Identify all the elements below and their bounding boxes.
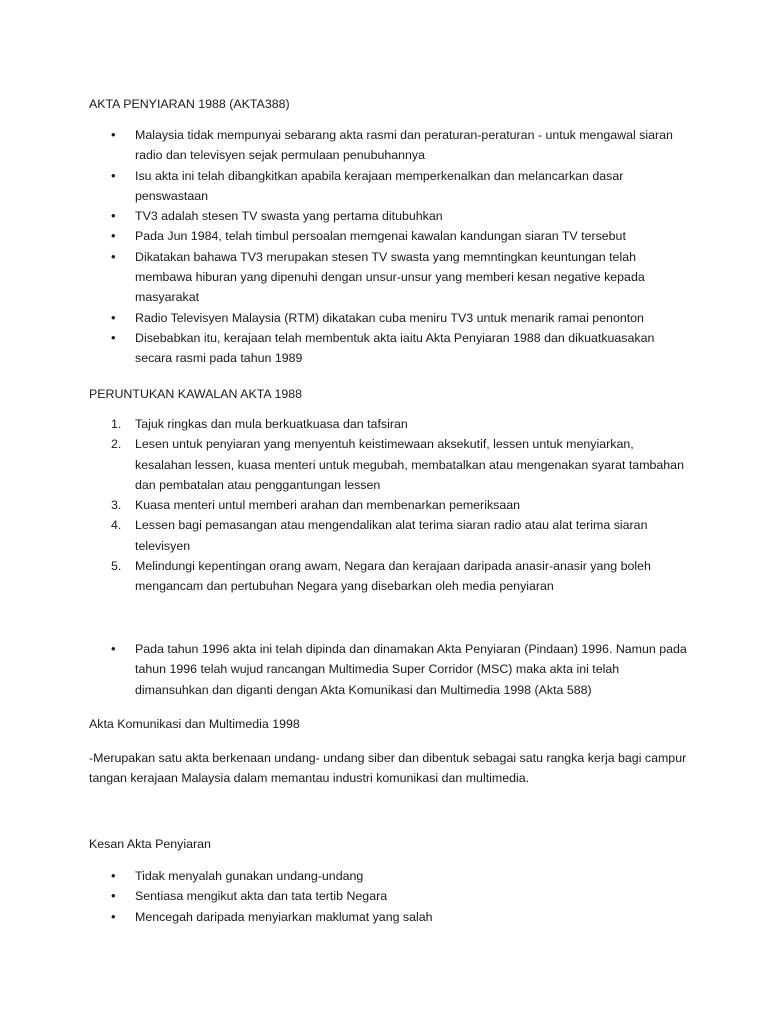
- list-item: • Isu akta ini telah dibangkitkan apabila kerajaan memperkenalkan dan melancarkan dasar penswastaan: [89, 166, 689, 207]
- item-number: 5.: [111, 559, 122, 574]
- item-text: Melindungi kepentingan orang awam, Negara dan kerajaan daripada anasir-anasir yang boleh mengancam dan pertubuhan Negara yang disebarkan oleh media penyiaran: [135, 559, 651, 594]
- item-text: Tajuk ringkas dan mula berkuatkuasa dan tafsiran: [135, 417, 408, 431]
- list-item: [89, 495, 689, 515]
- numbered-list-peruntukan: [89, 414, 689, 597]
- list-item: • Pada Jun 1984, telah timbul persoalan memgenai kawalan kandungan siaran TV tersebut: [89, 226, 689, 246]
- list-item: [89, 556, 689, 597]
- list-item: • Tidak menyalah gunakan undang-undang: [89, 866, 689, 886]
- bullet-list-akta-penyiaran: [89, 125, 689, 369]
- list-item: • Radio Televisyen Malaysia (RTM) dikatakan cuba meniru TV3 untuk menarik ramai penonton: [89, 308, 689, 328]
- item-number: 2.: [111, 437, 122, 452]
- list-item: [89, 414, 689, 434]
- list-item: • Pada tahun 1996 akta ini telah dipinda dan dinamakan Akta Penyiaran (Pindaan) 1996. Namun pada tahun 1996 telah wujud rancangan Multimedia Super Corridor (MSC) maka akta ini telah dimansuhkan dan diganti dengan Akta Komunikasi dan Multimedia 1998 (Akta 588): [89, 639, 689, 700]
- item-number: 1.: [111, 417, 122, 431]
- list-item: • Sentiasa mengikut akta dan tata tertib Negara: [89, 886, 689, 906]
- paragraph-akta-komunikasi: -Merupakan satu akta berkenaan undang- undang siber dan dibentuk sebagai satu rangka kerja bagi campur tangan kerajaan Malaysia dalam memantau industri komunikasi dan multimedia.: [89, 751, 687, 786]
- list-item: • Dikatakan bahawa TV3 merupakan stesen TV swasta yang memntingkan keuntungan telah membawa hiburan yang dipenuhi dengan unsur-unsur yang memberi kesan negative kepada masyarakat: [89, 247, 689, 308]
- item-number: 3.: [111, 498, 122, 513]
- item-text: Kuasa menteri untul memberi arahan dan membenarkan pemeriksaan: [135, 498, 521, 513]
- section-title-akta-komunikasi: Akta Komunikasi dan Multimedia 1998: [89, 717, 300, 731]
- section-title-kesan: Kesan Akta Penyiaran: [89, 837, 211, 851]
- item-number: 4.: [111, 518, 122, 533]
- item-text: Lessen bagi pemasangan atau mengendalikan alat terima siaran radio atau alat terima siaran televisyen: [135, 518, 648, 553]
- list-item: [89, 515, 689, 556]
- section-title-peruntukan: PERUNTUKAN KAWALAN AKTA 1988: [89, 387, 303, 401]
- bullet-list-pindaan: [89, 639, 689, 700]
- list-item: [89, 434, 689, 495]
- list-item: • Disebabkan itu, kerajaan telah membentuk akta iaitu Akta Penyiaran 1988 dan dikuatkuasakan secara rasmi pada tahun 1989: [89, 328, 689, 369]
- bullet-list-kesan: [89, 866, 689, 927]
- item-text: Lesen untuk penyiaran yang menyentuh keistimewaan aksekutif, lessen untuk menyiarkan, kesalahan lessen, kuasa menteri untuk megubah, membatalkan atau mengenakan syarat tambahan dan pembatalan atau penggantungan lessen: [135, 437, 684, 492]
- list-item: • Malaysia tidak mempunyai sebarang akta rasmi dan peraturan-peraturan - untuk mengawal siaran radio dan televisyen sejak permulaan penubuhannya: [89, 125, 689, 166]
- list-item: • TV3 adalah stesen TV swasta yang pertama ditubuhkan: [89, 206, 689, 226]
- section-title-akta-penyiaran: AKTA PENYIARAN 1988 (AKTA388): [89, 97, 290, 111]
- list-item: • Mencegah daripada menyiarkan maklumat yang salah: [89, 907, 689, 927]
